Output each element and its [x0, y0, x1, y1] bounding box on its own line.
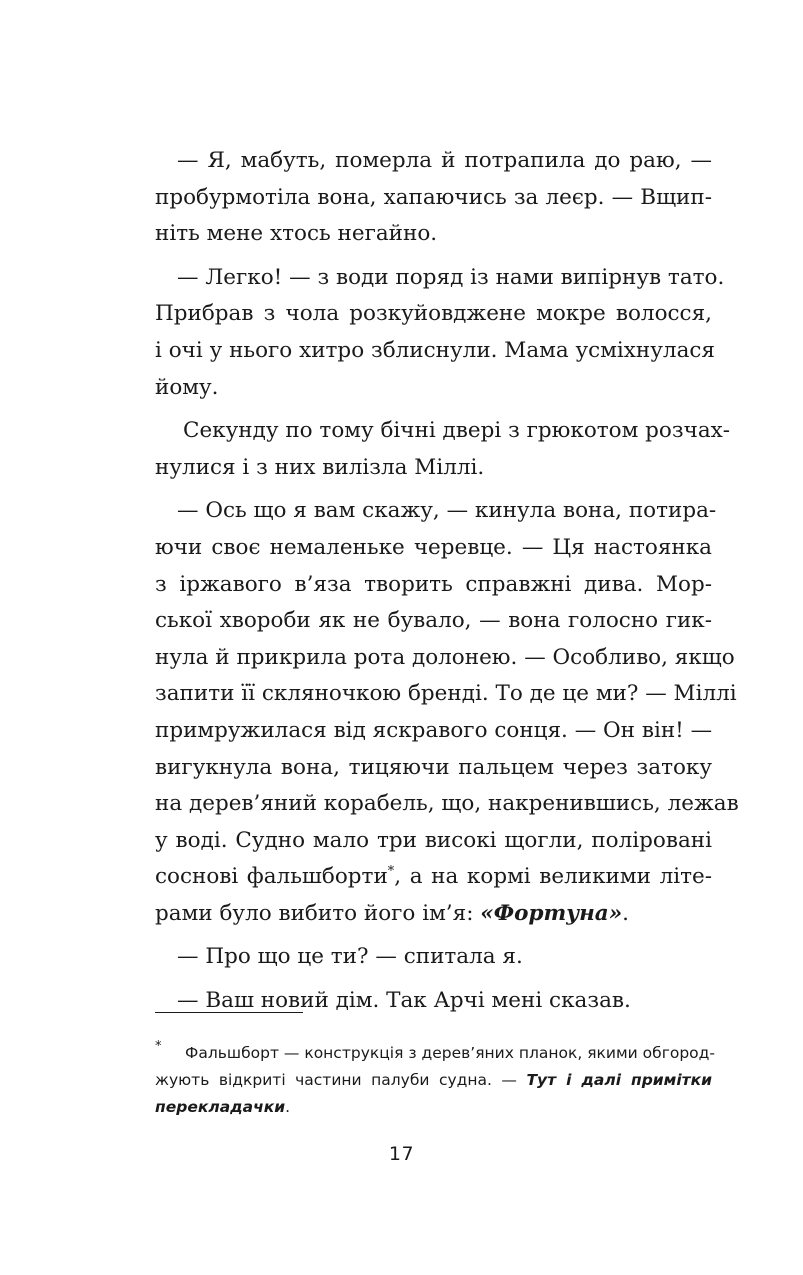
footnote [155, 1039, 715, 1121]
text-fragment: соснові фальшборти [155, 864, 388, 890]
text-line: — Я, мабуть, померла й потрапила до раю, — [177, 148, 712, 173]
text-line: нулися і з них вилізла Міллі. [155, 454, 485, 480]
footnote-mark: * [155, 1039, 162, 1054]
text-line: нула й прикрила рота долонею. — Особливо, якщо [155, 644, 735, 670]
translator-note: Тут і далі примітки [526, 1071, 712, 1089]
text-line-with-title [155, 896, 712, 933]
text-fragment: , а на кормі великими літе- [394, 864, 712, 890]
footnote-line [155, 1067, 712, 1094]
text-fragment: жують відкриті частини палуби судна. — [155, 1071, 527, 1089]
footnote-line: Фальшборт — конструкція з дерев’яних планок, якими обгород- [185, 1044, 715, 1062]
text-line: — Легко! — з води поряд із нами випірнув тато. [177, 264, 725, 290]
text-line: у воді. Судно мало три високі щогли, поліровані [155, 827, 712, 853]
text-fragment: рами було вибито його ім’я: [155, 900, 481, 926]
footnote-divider [155, 1012, 303, 1013]
translator-note: перекладачки [155, 1098, 286, 1116]
text-line: — Про що це ти? — спитала я. [177, 944, 523, 970]
text-line: йому. [155, 374, 219, 400]
text-line: ніть мене хтось негайно. [155, 221, 438, 247]
text-fragment: . [285, 1098, 291, 1116]
text-line: пробурмотіла вона, хапаючись за леєр. — Вщип- [155, 184, 712, 210]
text-fragment: . [622, 900, 629, 926]
text-line: і очі у нього хитро зблиснули. Мама усміхнулася [155, 337, 715, 363]
text-line: на дерев’яний корабель, що, накренившись, лежав [155, 791, 739, 817]
text-line: вигукнула вона, тицяючи пальцем через затоку [155, 754, 712, 780]
text-line: Прибрав з чола розкуйовджене мокре волосся, [155, 301, 712, 327]
text-line: Секунду по тому бічні двері з грюкотом розчах- [183, 418, 731, 444]
text-line: запити її скляночкою бренді. То де це ми? — Міллі [155, 681, 737, 707]
text-line: ської хвороби як не бувало, — вона голосно гик- [155, 608, 712, 634]
text-line: ючи своє немаленьке черевце. — Ця настоянка [155, 534, 712, 560]
footnote-line [155, 1094, 712, 1121]
text-line: — Ваш новий дім. Так Арчі мені сказав. [177, 988, 631, 1014]
text-line: з іржавого в’яза творить справжні дива. Мор- [155, 571, 712, 597]
page-number: 17 [388, 1143, 415, 1165]
main-text [155, 143, 739, 1020]
footnote-reference: * [387, 864, 395, 880]
text-line: — Ось що я вам скажу, — кинула вона, потира- [177, 498, 717, 524]
ship-name: «Фортуна» [480, 900, 623, 926]
text-line-with-footnote [155, 859, 712, 896]
text-line: примружилася від яскравого сонця. — Он він! — [155, 717, 713, 743]
